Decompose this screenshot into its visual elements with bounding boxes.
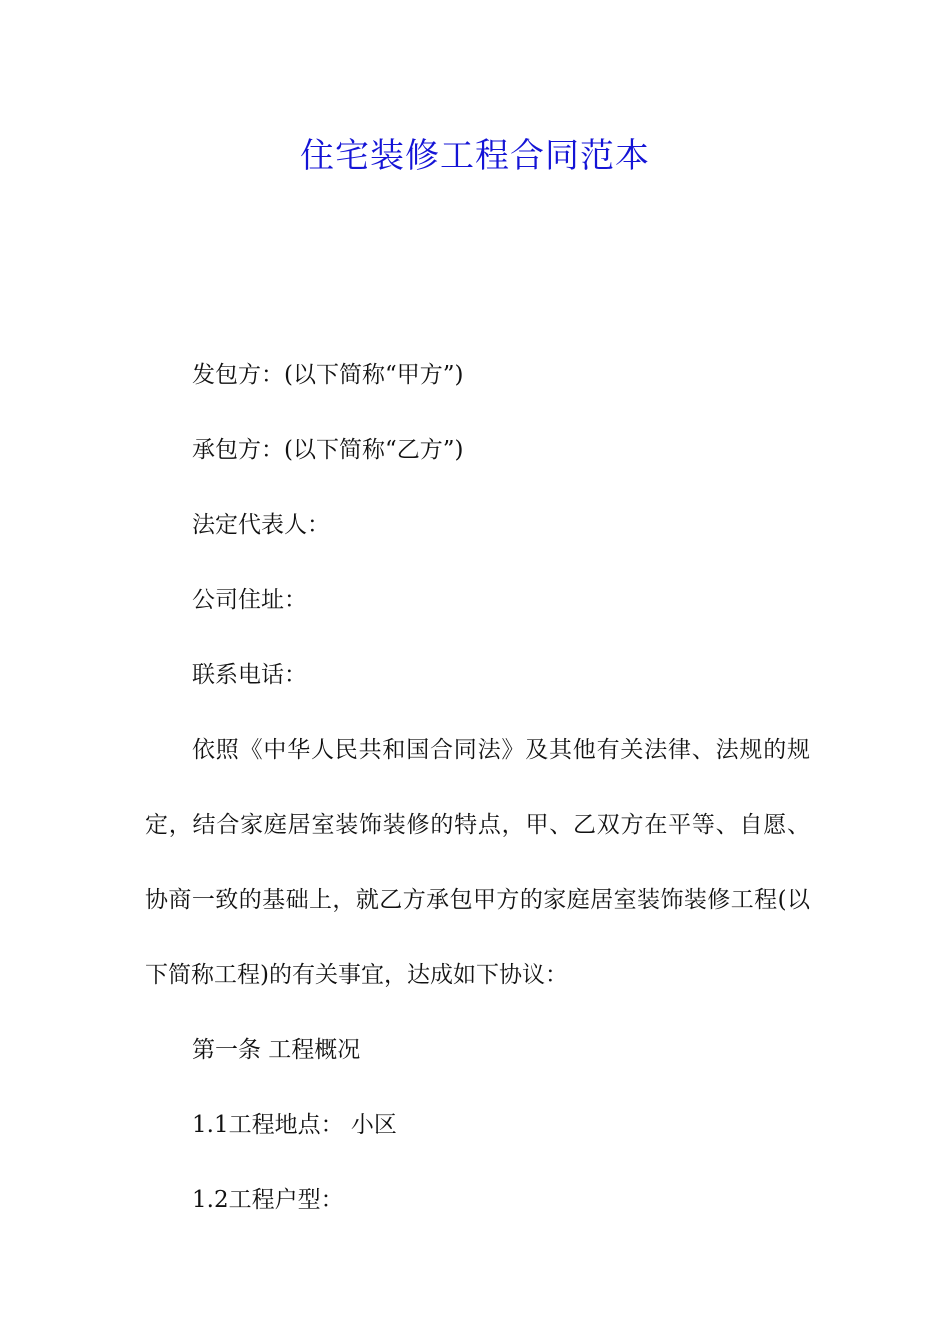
company-address-line: 公司住址： [192,587,307,613]
party-b-line: 承包方：(以下简称“乙方”) [192,437,464,463]
clause-1-1: 1.1工程地点： 小区 [192,1112,397,1138]
legal-representative-line: 法定代表人： [192,512,330,538]
clause-1-2: 1.2工程户型： [192,1187,344,1213]
document-body [145,338,810,1238]
preamble-paragraph: 依照《中华人民共和国合同法》及其他有关法律、法规的规定，结合家庭居室装饰装修的特点，甲、乙双方在平等、自愿、协商一致的基础上，就乙方承包甲方的家庭居室装饰装修工程(以下简称工程)的有关事宜，达成如下协议： [145,737,810,988]
article-one-heading: 第一条 工程概况 [192,1037,361,1063]
party-a-line: 发包方：(以下简称“甲方”) [192,362,464,388]
contact-phone-line: 联系电话： [192,662,307,688]
document-title: 住宅装修工程合同范本 [300,136,650,176]
